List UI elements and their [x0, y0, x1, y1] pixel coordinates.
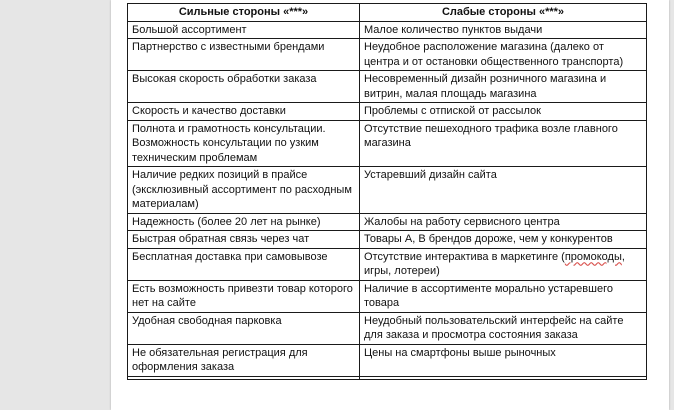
table-row [128, 71, 647, 103]
table-row [128, 312, 647, 344]
weakness-cell[interactable]: Малое количество пунктов выдачи [360, 21, 647, 39]
weakness-cell[interactable]: Устаревший дизайн сайта [360, 167, 647, 214]
strength-cell[interactable]: Скорость и качество доставки [128, 103, 360, 121]
weakness-cell[interactable]: Наличие в ассортименте морально устаревшего товара [360, 280, 647, 312]
table-row [128, 21, 647, 39]
strength-cell[interactable]: Наличие редких позиций в прайсе (эксклюзивный ассортимент по расходным материалам) [128, 167, 360, 214]
table-row [128, 167, 647, 214]
weakness-cell[interactable]: Неудобный пользовательский интерфейс на сайте для заказа и просмотра состояния заказа [360, 312, 647, 344]
weakness-cell[interactable]: Проблемы с отпиской от рассылок [360, 103, 647, 121]
strength-cell[interactable]: Высокая скорость обработки заказа [128, 71, 360, 103]
weaknesses-header: Слабые стороны «***» [360, 4, 647, 22]
weakness-cell[interactable]: Отсутствие пешеходного трафика возле главного магазина [360, 120, 647, 167]
strength-cell[interactable]: Удобная свободная парковка [128, 312, 360, 344]
weakness-cell[interactable] [360, 376, 647, 379]
strengths-header: Сильные стороны «***» [128, 4, 360, 22]
table-row [128, 248, 647, 280]
document-page [111, 0, 669, 410]
table-row [128, 344, 647, 376]
weakness-cell[interactable]: Неудобное расположение магазина (далеко от центра и от остановки общественного транспорта) [360, 39, 647, 71]
strength-cell[interactable]: Быстрая обратная связь через чат [128, 231, 360, 249]
table-row [128, 280, 647, 312]
table-row [128, 376, 647, 379]
weakness-cell[interactable]: Несовременный дизайн розничного магазина и витрин, малая площадь магазина [360, 71, 647, 103]
table-row [128, 231, 647, 249]
table-header-row [128, 4, 647, 22]
weakness-cell[interactable]: Цены на смартфоны выше рыночных [360, 344, 647, 376]
strength-cell[interactable]: Большой ассортимент [128, 21, 360, 39]
strength-cell[interactable]: Бесплатная доставка при самовывозе [128, 248, 360, 280]
strength-cell[interactable]: Партнерство с известными брендами [128, 39, 360, 71]
spellcheck-word: промокоды [564, 250, 622, 263]
strength-cell[interactable]: Надежность (более 20 лет на рынке) [128, 213, 360, 231]
table-row [128, 213, 647, 231]
swot-table [127, 3, 647, 380]
table-row [128, 39, 647, 71]
strength-cell[interactable]: Полнота и грамотность консультации. Возможность консультации по узким техническим проблемам [128, 120, 360, 167]
table-row [128, 103, 647, 121]
strength-cell[interactable] [128, 376, 360, 379]
weakness-cell[interactable]: Отсутствие интерактива в маркетинге (промокоды, игры, лотереи) [360, 248, 647, 280]
table-row [128, 120, 647, 167]
weakness-cell[interactable]: Жалобы на работу сервисного центра [360, 213, 647, 231]
strength-cell[interactable]: Не обязательная регистрация для оформления заказа [128, 344, 360, 376]
strength-cell[interactable]: Есть возможность привезти товар которого нет на сайте [128, 280, 360, 312]
weakness-cell[interactable]: Товары А, В брендов дороже, чем у конкурентов [360, 231, 647, 249]
